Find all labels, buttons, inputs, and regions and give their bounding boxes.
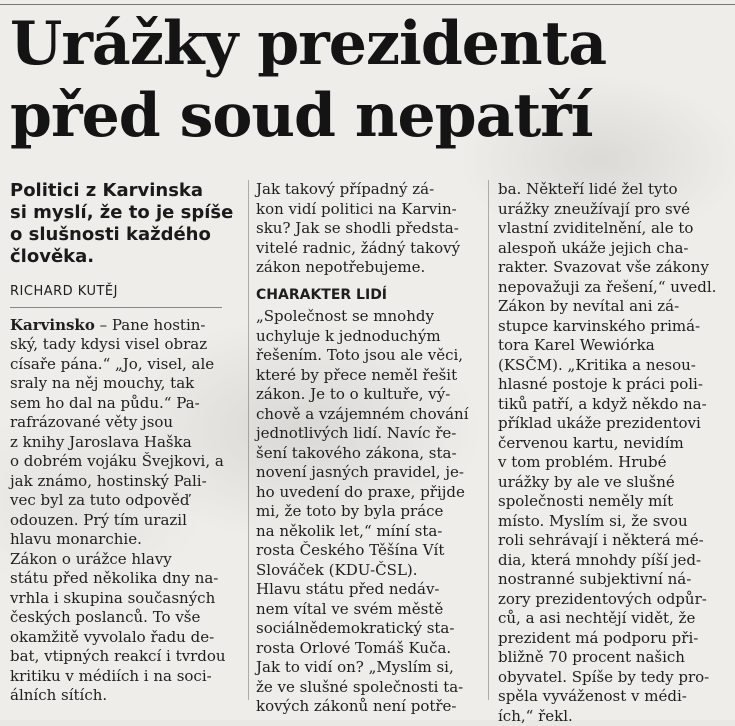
body-line: roli sehrávají i některá mé- (498, 531, 730, 551)
body-line: hlavu monarchie. (10, 530, 242, 550)
dateline: Karvinsko (10, 316, 95, 334)
body-line: státu před několika dny na- (10, 569, 242, 589)
body-line: Slováček (KDU-ČSL). (256, 561, 474, 581)
headline-line: Urážky prezidenta (10, 8, 700, 80)
body-line: bližně 70 procent našich (498, 648, 730, 668)
column-2 (256, 180, 474, 717)
body-line: rafrázované věty jsou (10, 413, 242, 433)
body-line: císaře pána.“ „Jo, visel, ale (10, 355, 242, 375)
body-line: tora Karel Wewiórka (498, 336, 730, 356)
body-line: červenou kartu, nevidím (498, 434, 730, 454)
body-line: ský, tady kdysi visel obraz (10, 335, 242, 355)
body-line: zákon. Je to o kultuře, vý- (256, 385, 474, 405)
body-line: kritiku v médiích i na soci- (10, 667, 242, 687)
body-line: nostranné subjektivní ná- (498, 570, 730, 590)
body-line: prezident má podporu při- (498, 629, 730, 649)
body-line: uchyluje k jednoduchým (256, 327, 474, 347)
top-rule (0, 4, 735, 5)
body-line: Hlavu státu před nedáv- (256, 580, 474, 600)
body-line: českých poslanců. To vše (10, 608, 242, 628)
body-line: řešením. Toto jsou ale věci, (256, 346, 474, 366)
body-line: hlasné postoje k práci poli- (498, 375, 730, 395)
body-line: alespoň ukáže jejich cha- (498, 239, 730, 259)
body-text: – Pane hostin- (95, 316, 206, 334)
column-2-body-b (256, 307, 474, 717)
column-2-body-a (256, 180, 474, 278)
body-line: „Společnost se mnohdy (256, 307, 474, 327)
body-line: rosta Českého Těšína Vít (256, 541, 474, 561)
lead-line: o slušnosti každého (10, 224, 242, 246)
body-line: chově a vzájemném chování (256, 405, 474, 425)
body-line: místo. Myslím si, že svou (498, 512, 730, 532)
body-line: které by přece neměl řešit (256, 366, 474, 386)
body-line: sraly na něj mouchy, tak (10, 374, 242, 394)
body-line (10, 316, 242, 336)
body-line: z knihy Jaroslava Haška (10, 433, 242, 453)
lead-paragraph (10, 180, 242, 268)
body-line: ců, a asi nechtějí vidět, že (498, 609, 730, 629)
body-line: nepovažuji za řešení,“ uvedl. (498, 278, 730, 298)
lead-line: člověka. (10, 246, 242, 268)
body-line: bat, vtipných reakcí i tvrdou (10, 647, 242, 667)
body-line: Zákon by nevítal ani zá- (498, 297, 730, 317)
body-line: že ve slušné společnosti ta- (256, 678, 474, 698)
body-line: spěla vyváženost v médi- (498, 687, 730, 707)
subheading: CHARAKTER LIDÍ (256, 286, 474, 306)
body-line: Jak to vidí on? „Myslím si, (256, 658, 474, 678)
body-line: v tom problém. Hrubé (498, 453, 730, 473)
body-line: Jak takový případný zá- (256, 180, 474, 200)
body-line: vlastní zviditelnění, ale to (498, 219, 730, 239)
body-line: álních sítích. (10, 686, 242, 706)
body-line: sku? Jak se shodli předsta- (256, 219, 474, 239)
column-3-body (498, 180, 730, 726)
body-line: vrhla i skupina současných (10, 589, 242, 609)
byline: RICHARD KUTĚJ (10, 282, 222, 308)
body-line: zory prezidentových odpůr- (498, 590, 730, 610)
body-line: dia, která mnohdy píší jed- (498, 551, 730, 571)
body-line: ích,“ řekl. (498, 707, 730, 726)
body-line: společnosti neměly mít (498, 492, 730, 512)
body-line: sem ho dal na půdu.“ Pa- (10, 394, 242, 414)
body-line: rakter. Svazovat vše zákony (498, 258, 730, 278)
body-line: ba. Někteří lidé žel tyto (498, 180, 730, 200)
body-line: jak známo, hostinský Pali- (10, 472, 242, 492)
lead-line: Politici z Karvinska (10, 180, 242, 202)
column-3 (498, 180, 730, 726)
body-line: mi, že toto by byla práce (256, 502, 474, 522)
body-line: kových zákonů není potře- (256, 697, 474, 717)
headline-line: před soud nepatří (10, 80, 700, 152)
body-line: nem vítal ve svém městě (256, 600, 474, 620)
column-divider (248, 180, 249, 700)
headline (10, 8, 700, 152)
lead-line: si myslí, že to je spíše (10, 202, 242, 224)
body-line: urážky zneužívají pro své (498, 200, 730, 220)
body-line: o dobrém vojáku Švejkovi, a (10, 452, 242, 472)
body-line: příklad ukáže prezidentovi (498, 414, 730, 434)
body-line: tiků patří, a když někdo na- (498, 395, 730, 415)
body-line: stupce karvinského primá- (498, 317, 730, 337)
body-line: kon vidí politici na Karvin- (256, 200, 474, 220)
body-line: obyvatel. Spíše by tedy pro- (498, 668, 730, 688)
body-line: okamžitě vyvolalo řadu de- (10, 628, 242, 648)
body-line: šení takového zákona, sta- (256, 444, 474, 464)
body-line: vitelé radnic, žádný takový (256, 239, 474, 259)
body-line: zákon nepotřebujeme. (256, 258, 474, 278)
column-1 (10, 180, 242, 706)
body-line: jednotlivých lidí. Navíc ře- (256, 424, 474, 444)
body-line: rosta Orlové Tomáš Kuča. (256, 639, 474, 659)
body-line: novení jasných pravidel, je- (256, 463, 474, 483)
body-line: odouzen. Prý tím urazil (10, 511, 242, 531)
column-divider (488, 180, 489, 700)
body-line: na několik let,“ míní sta- (256, 522, 474, 542)
body-line: Zákon o urážce hlavy (10, 550, 242, 570)
body-line: vec byl za tuto odpověď (10, 491, 242, 511)
body-line: ho uvedení do praxe, přijde (256, 483, 474, 503)
column-1-body (10, 316, 242, 706)
body-line: urážky by ale ve slušné (498, 473, 730, 493)
body-line: sociálnědemokratický sta- (256, 619, 474, 639)
body-line: (KSČM). „Kritika a nesou- (498, 356, 730, 376)
